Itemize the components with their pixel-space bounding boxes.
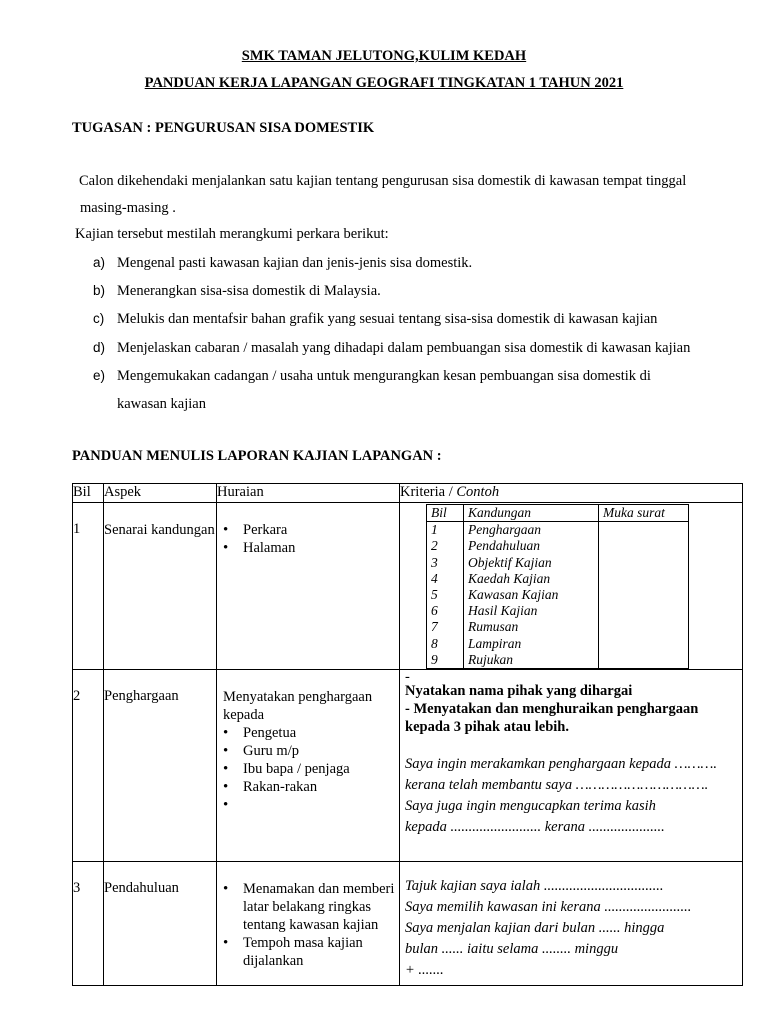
contoh-line: Saya ingin merakamkan penghargaan kepada ……….: [405, 756, 717, 773]
table-row: [73, 503, 743, 670]
contents-row: [427, 538, 689, 554]
kriteria-point-1: Nyatakan nama pihak yang dihargai: [405, 683, 633, 700]
intro-line-1: Calon dikehendaki menjalankan satu kajian tentang pengurusan sisa domestik di kawasan tempat tinggal: [79, 173, 687, 189]
huraian-item: • Pengetua: [219, 724, 399, 742]
contents-page: [599, 603, 689, 619]
item-text: Mengenal pasti kawasan kajian dan jenis-jenis sisa domestik.: [117, 255, 473, 271]
contents-bil: 9: [427, 652, 464, 669]
row-huraian: [217, 670, 400, 862]
row-bil: 1: [73, 503, 104, 670]
contents-bil: 2: [427, 538, 464, 554]
contents-header-row: [427, 505, 689, 522]
contents-page: [599, 587, 689, 603]
contoh-line: + .......: [405, 962, 444, 979]
contents-row: [427, 636, 689, 652]
header-contoh: Contoh: [456, 484, 500, 500]
contents-row: [427, 555, 689, 571]
intro-line-2: masing-masing .: [80, 200, 176, 216]
contents-page: [599, 652, 689, 669]
contents-table: [426, 504, 689, 669]
header-huraian: Huraian: [217, 484, 400, 503]
contents-item: Penghargaan: [464, 522, 599, 539]
task-item: [93, 368, 651, 412]
item-text: Menerangkan sisa-sisa domestik di Malaysia.: [117, 283, 381, 299]
huraian-item: • Guru m/p: [219, 742, 399, 760]
task-item: [93, 311, 658, 328]
task-label: TUGASAN : PENGURUSAN SISA DOMESTIK: [72, 120, 375, 136]
guide-table: [72, 483, 743, 986]
contents-item: Kaedah Kajian: [464, 571, 599, 587]
item-text: Menjelaskan cabaran / masalah yang dihadapi dalam pembuangan sisa domestik di kawasan kajian: [117, 340, 691, 356]
contents-row: [427, 603, 689, 619]
contents-page: [599, 555, 689, 571]
row-aspek: Penghargaan: [104, 670, 217, 862]
row-huraian: [217, 862, 400, 986]
task-item: [93, 283, 381, 300]
contoh-line: bulan ...... iaitu selama ........ minggu: [405, 941, 619, 958]
contents-page: [599, 619, 689, 635]
contents-header-muka-surat: Muka surat: [599, 505, 689, 522]
contents-bil: 6: [427, 603, 464, 619]
row-aspek: Senarai kandungan: [104, 503, 217, 670]
row-kriteria: [400, 503, 743, 670]
table-row: [73, 862, 743, 986]
school-name: SMK TAMAN JELUTONG,KULIM KEDAH: [241, 48, 527, 64]
contents-bil: 8: [427, 636, 464, 652]
item-letter: c): [93, 311, 105, 326]
contoh-line: Saya memilih kawasan ini kerana ........................: [405, 899, 692, 916]
contents-bil: 1: [427, 522, 464, 539]
row-bil: 3: [73, 862, 104, 986]
table-row: [73, 670, 743, 862]
contents-page: [599, 636, 689, 652]
contoh-line: kerana telah membantu saya ………………………….: [405, 777, 709, 794]
item-letter: e): [93, 368, 106, 383]
contents-bil: 3: [427, 555, 464, 571]
contoh-line: Tajuk kajian saya ialah .................................: [405, 878, 664, 895]
huraian-item: • Tempoh masa kajian dijalankan: [219, 934, 395, 970]
header-bil: Bil: [73, 484, 104, 503]
row-aspek: Pendahuluan: [104, 862, 217, 986]
header-aspek: Aspek: [104, 484, 217, 503]
row-bil: 2: [73, 670, 104, 862]
contents-header-bil: Bil: [427, 505, 464, 522]
task-item: [93, 255, 473, 272]
document-title: PANDUAN KERJA LAPANGAN GEOGRAFI TINGKATAN 1 TAHUN 2021: [144, 75, 624, 91]
contents-row: [427, 619, 689, 635]
row-huraian: [217, 503, 400, 670]
header-kriteria: [400, 484, 743, 503]
huraian-item: • Rakan-rakan: [219, 778, 399, 796]
huraian-item: • Menamakan dan memberi latar belakang ringkas tentang kawasan kajian: [219, 880, 395, 934]
huraian-item: • Perkara: [219, 521, 399, 539]
contoh-line: kepada ......................... kerana .....................: [405, 819, 665, 836]
kriteria-point-2: - Menyatakan dan menghuraikan penghargaan kepada 3 pihak atau lebih.: [405, 701, 699, 736]
item-letter: b): [93, 283, 106, 298]
contents-page: [599, 538, 689, 554]
contoh-line: Saya menjalan kajian dari bulan ...... hingga: [405, 920, 665, 937]
row-kriteria: [400, 862, 743, 986]
contents-item: Lampiran: [464, 636, 599, 652]
contents-item: Rumusan: [464, 619, 599, 635]
guide-heading: PANDUAN MENULIS LAPORAN KAJIAN LAPANGAN :: [72, 448, 442, 464]
contents-bil: 4: [427, 571, 464, 587]
contents-page: [599, 522, 689, 539]
header-kriteria-label: Kriteria /: [400, 484, 457, 500]
item-text-continued: kawasan kajian: [117, 396, 206, 412]
contents-bil: 5: [427, 587, 464, 603]
task-item: [93, 340, 691, 357]
huraian-item: • Halaman: [219, 539, 399, 557]
contents-row: [427, 652, 689, 669]
contoh-line: Saya juga ingin mengucapkan terima kasih: [405, 798, 656, 815]
contents-item: Hasil Kajian: [464, 603, 599, 619]
contents-row: [427, 571, 689, 587]
item-text: Mengemukakan cadangan / usaha untuk mengurangkan kesan pembuangan sisa domestik di: [117, 368, 651, 384]
item-letter: a): [93, 255, 106, 270]
contents-item: Kawasan Kajian: [464, 587, 599, 603]
contents-item: Pendahuluan: [464, 538, 599, 554]
contents-bil: 7: [427, 619, 464, 635]
contents-row: [427, 587, 689, 603]
contents-item: Rujukan: [464, 652, 599, 669]
summary-line: Kajian tersebut mestilah merangkumi perkara berikut:: [75, 226, 389, 242]
row-kriteria: [400, 670, 743, 862]
contents-item: Objektif Kajian: [464, 555, 599, 571]
table-header-row: [73, 484, 743, 503]
contents-row: [427, 522, 689, 539]
contents-header-kandungan: Kandungan: [464, 505, 599, 522]
item-text: Melukis dan mentafsir bahan grafik yang sesuai tentang sisa-sisa domestik di kawasan kajian: [117, 311, 658, 327]
huraian-item: • Ibu bapa / penjaga: [219, 760, 399, 778]
kriteria-dash: -: [405, 669, 410, 686]
contents-page: [599, 571, 689, 587]
huraian-item: [219, 796, 399, 814]
huraian-intro: Menyatakan penghargaan kepada: [223, 689, 373, 724]
item-letter: d): [93, 340, 106, 355]
